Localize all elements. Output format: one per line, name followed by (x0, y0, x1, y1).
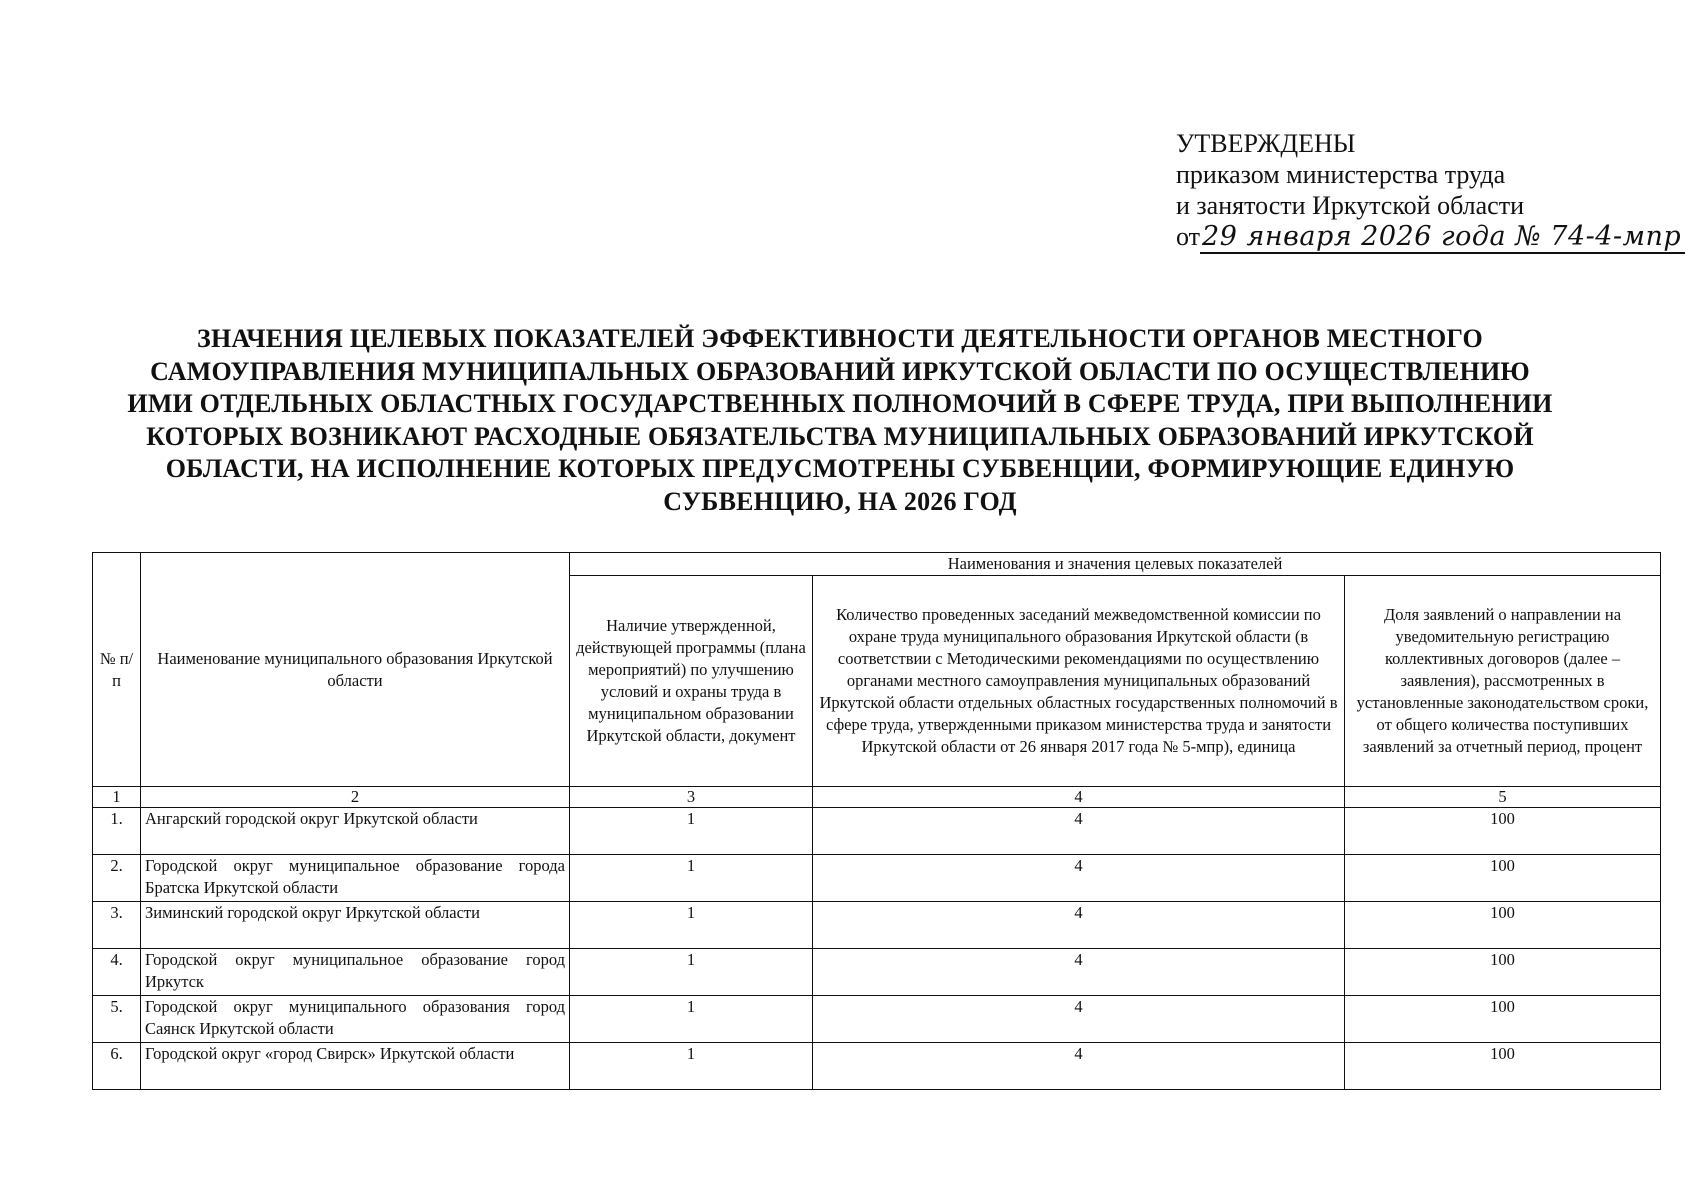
column-number: 3 (570, 787, 813, 808)
row-number: 1. (93, 808, 141, 855)
header-indicator-meetings: Количество проведенных заседаний межведомственной комиссии по охране труда муниципального образования Иркутской области (в соответствии с Методическими рекомендациями по осуществлению органами местного самоуправления муниципальных образований Иркутской области отдельных областных государственных полномочий в сфере труда, утвержденными приказом министерства труда и занятости Иркутской области от 26 января 2017 года № 5-мпр), единица (813, 576, 1345, 787)
value-program: 1 (570, 996, 813, 1043)
header-municipality-name: Наименование муниципального образования Иркутской области (141, 553, 570, 787)
indicators-table (92, 552, 1661, 1090)
row-number: 5. (93, 996, 141, 1043)
value-meetings: 4 (813, 855, 1345, 902)
column-number: 5 (1345, 787, 1661, 808)
approval-date-line (1176, 221, 1682, 252)
table-row (93, 855, 1661, 902)
approval-order-line: приказом министерства труда (1176, 160, 1506, 189)
table-row (93, 996, 1661, 1043)
header-row-number: № п/п (93, 553, 141, 787)
value-meetings: 4 (813, 996, 1345, 1043)
value-applications: 100 (1345, 808, 1661, 855)
title-line: ИМИ ОТДЕЛЬНЫХ ОБЛАСТНЫХ ГОСУДАРСТВЕННЫХ ПОЛНОМОЧИЙ В СФЕРЕ ТРУДА, ПРИ ВЫПОЛНЕНИИ (127, 389, 1553, 418)
value-applications: 100 (1345, 1043, 1661, 1090)
title-line: СУБВЕНЦИЮ, НА 2026 ГОД (663, 486, 1017, 516)
value-meetings: 4 (813, 1043, 1345, 1090)
approval-ministry-line: и занятости Иркутской области (1176, 191, 1524, 220)
value-meetings: 4 (813, 902, 1345, 949)
row-number: 4. (93, 949, 141, 996)
value-program: 1 (570, 902, 813, 949)
value-applications: 100 (1345, 949, 1661, 996)
table-row (93, 1043, 1661, 1090)
value-program: 1 (570, 949, 813, 996)
table-row (93, 902, 1661, 949)
handwritten-date-number: 29 января 2026 года № 74-4-мпр (1200, 221, 1685, 254)
value-applications: 100 (1345, 996, 1661, 1043)
municipality-name: Городской округ муниципального образования город Саянск Иркутской области (141, 996, 570, 1043)
municipality-name: Ангарский городской округ Иркутской области (141, 808, 570, 855)
value-meetings: 4 (813, 808, 1345, 855)
value-applications: 100 (1345, 855, 1661, 902)
municipality-name: Городской округ муниципальное образование города Братска Иркутской области (141, 855, 570, 902)
value-program: 1 (570, 855, 813, 902)
header-indicator-applications: Доля заявлений о направлении на уведомительную регистрацию коллективных договоров (далее – заявления), рассмотренных в установленные законодательством сроки, от общего количества поступивших заявлений за отчетный период, процент (1345, 576, 1661, 787)
title-line: ОБЛАСТИ, НА ИСПОЛНЕНИЕ КОТОРЫХ ПРЕДУСМОТРЕНЫ СУБВЕНЦИИ, ФОРМИРУЮЩИЕ ЕДИНУЮ (165, 454, 1515, 483)
approval-heading: УТВЕРЖДЕНЫ (1176, 129, 1356, 158)
title-line: ЗНАЧЕНИЯ ЦЕЛЕВЫХ ПОКАЗАТЕЛЕЙ ЭФФЕКТИВНОСТИ ДЕЯТЕЛЬНОСТИ ОРГАНОВ МЕСТНОГО (197, 324, 1483, 353)
table-row (93, 949, 1661, 996)
municipality-name: Городской округ «город Свирск» Иркутской области (141, 1043, 570, 1090)
column-number: 4 (813, 787, 1345, 808)
title-line: САМОУПРАВЛЕНИЯ МУНИЦИПАЛЬНЫХ ОБРАЗОВАНИЙ ИРКУТСКОЙ ОБЛАСТИ ПО ОСУЩЕСТВЛЕНИЮ (150, 356, 1530, 386)
column-number: 2 (141, 787, 570, 808)
value-program: 1 (570, 808, 813, 855)
column-number: 1 (93, 787, 141, 808)
value-meetings: 4 (813, 949, 1345, 996)
municipality-name: Зиминский городской округ Иркутской области (141, 902, 570, 949)
approval-date-prefix: от (1176, 222, 1201, 251)
document-title (60, 323, 1620, 518)
row-number: 3. (93, 902, 141, 949)
municipality-name: Городской округ муниципальное образование город Иркутск (141, 949, 570, 996)
header-indicators-group: Наименования и значения целевых показателей (570, 553, 1661, 576)
header-indicator-program: Наличие утвержденной, действующей программы (плана мероприятий) по улучшению условий и охраны труда в муниципальном образовании Иркутской области, документ (570, 576, 813, 787)
value-applications: 100 (1345, 902, 1661, 949)
table-row (93, 808, 1661, 855)
approval-block (1176, 128, 1682, 252)
title-line: КОТОРЫХ ВОЗНИКАЮТ РАСХОДНЫЕ ОБЯЗАТЕЛЬСТВА МУНИЦИПАЛЬНЫХ ОБРАЗОВАНИЙ ИРКУТСКОЙ (146, 421, 1534, 451)
value-program: 1 (570, 1043, 813, 1090)
row-number: 6. (93, 1043, 141, 1090)
row-number: 2. (93, 855, 141, 902)
